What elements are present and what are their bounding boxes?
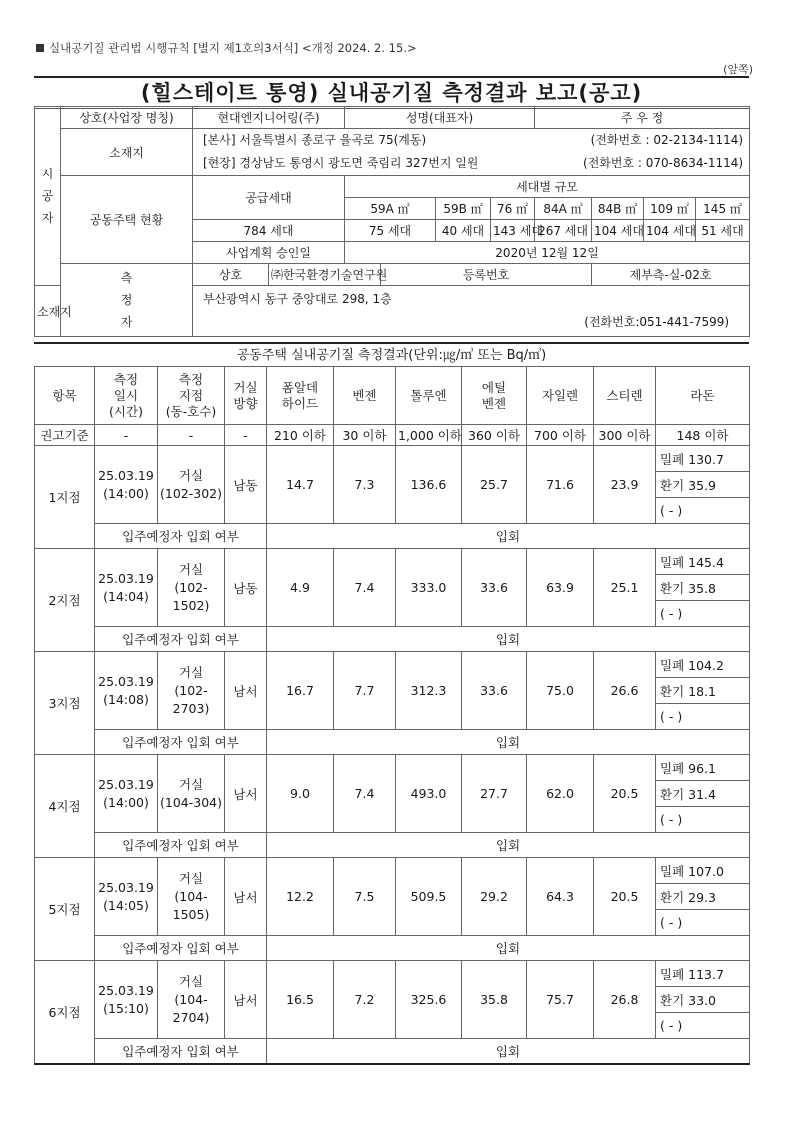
header-toluene: 톨루엔	[396, 367, 462, 425]
point-formaldehyde: 16.7	[267, 652, 334, 730]
header-location: 측정 지점 (동-호수)	[158, 367, 225, 425]
point-room: 거실	[178, 973, 204, 989]
point-label: 6지점	[35, 961, 95, 1065]
std-label: 권고기준	[35, 425, 95, 446]
occupancy-value: 입회	[267, 730, 750, 755]
point-date: 25.03.19	[98, 776, 154, 792]
point-benzene: 7.5	[334, 858, 396, 936]
point-room: 거실	[178, 776, 204, 792]
builder-address-label: 소재지	[61, 129, 193, 176]
std-location: -	[158, 425, 225, 446]
point-date: 25.03.19	[98, 467, 154, 483]
builder-name: 현대엔지니어링(주)	[193, 107, 345, 129]
page-side-label: (앞쪽)	[723, 63, 753, 76]
point-time: (14:00)	[103, 794, 149, 810]
scale-label: 세대별 규모	[345, 176, 750, 198]
point-xylene: 62.0	[527, 755, 594, 833]
point-location	[158, 652, 225, 730]
units-59a: 75 세대	[345, 220, 436, 242]
occupancy-row	[35, 627, 750, 652]
occupancy-value: 입회	[267, 936, 750, 961]
housing-label: 공동주택 현황	[61, 176, 193, 264]
header-direction: 거실 방향	[225, 367, 267, 425]
measurer-reg-label: 등록번호	[381, 264, 592, 286]
point-benzene: 7.7	[334, 652, 396, 730]
point-direction: 남서	[225, 652, 267, 730]
point-location	[158, 549, 225, 627]
header-ethylbenzene: 에틸 벤젠	[462, 367, 527, 425]
units-76: 143 세대	[491, 220, 535, 242]
point-radon-closed: 밀폐 104.2	[656, 652, 750, 678]
point-date: 25.03.19	[98, 982, 154, 998]
point-label: 3지점	[35, 652, 95, 755]
type-145: 145 ㎡	[696, 198, 750, 220]
builder-name-label: 상호(사업장 명칭)	[61, 107, 193, 129]
occupancy-value: 입회	[267, 1039, 750, 1065]
info-table	[34, 106, 750, 337]
header-item: 항목	[35, 367, 95, 425]
measurer-name: ㈜한국환경기술연구원	[269, 264, 381, 286]
point-date: 25.03.19	[98, 879, 154, 895]
occupancy-value: 입회	[267, 833, 750, 858]
point-radon-closed: 밀폐 113.7	[656, 961, 750, 987]
point-radon-vent: 환기 31.4	[656, 781, 750, 807]
units-84a: 267 세대	[535, 220, 592, 242]
point-benzene: 7.4	[334, 549, 396, 627]
header-formaldehyde: 폼알데 하이드	[267, 367, 334, 425]
point-label: 4지점	[35, 755, 95, 858]
hq-address: [본사] 서울특별시 종로구 율곡로 75(계동)	[203, 133, 427, 147]
point-radon-vent: 환기 29.3	[656, 884, 750, 910]
point-xylene: 63.9	[527, 549, 594, 627]
header-benzene: 벤젠	[334, 367, 396, 425]
point-xylene: 64.3	[527, 858, 594, 936]
form-note: 실내공기질 관리법 시행규칙 [별지 제1호의3서식]	[49, 41, 299, 55]
revision-note: <개정 2024. 2. 15.>	[301, 41, 417, 55]
occupancy-row	[35, 524, 750, 549]
supply-label: 공급세대	[193, 176, 345, 220]
point-toluene: 325.6	[396, 961, 462, 1039]
point-date: 25.03.19	[98, 570, 154, 586]
point-radon-closed: 밀폐 96.1	[656, 755, 750, 781]
std-radon: 148 이하	[656, 425, 750, 446]
occupancy-row	[35, 730, 750, 755]
point-label: 5지점	[35, 858, 95, 961]
point-row	[35, 755, 750, 781]
point-datetime	[95, 549, 158, 627]
point-location	[158, 446, 225, 524]
point-toluene: 333.0	[396, 549, 462, 627]
point-unit: (102-2703)	[172, 682, 210, 716]
occupancy-label: 입주예정자 입회 여부	[95, 627, 267, 652]
point-radon-extra: ( - )	[656, 1013, 750, 1039]
occupancy-label: 입주예정자 입회 여부	[95, 730, 267, 755]
point-ethylbenzene: 25.7	[462, 446, 527, 524]
occupancy-label: 입주예정자 입회 여부	[95, 936, 267, 961]
point-radon-closed: 밀폐 130.7	[656, 446, 750, 472]
measurer-phone: (전화번호:051-441-7599)	[584, 315, 730, 329]
measurer-reg: 제부측-실-02호	[592, 264, 750, 286]
point-time: (14:04)	[103, 588, 149, 604]
total-units: 784 세대	[193, 220, 345, 242]
title-bar	[34, 76, 749, 109]
std-formaldehyde: 210 이하	[267, 425, 334, 446]
point-direction: 남동	[225, 446, 267, 524]
occupancy-value: 입회	[267, 627, 750, 652]
page-title: (힐스테이트 통영) 실내공기질 측정결과 보고(공고)	[140, 81, 643, 105]
point-location	[158, 961, 225, 1039]
point-radon-extra: ( - )	[656, 498, 750, 524]
point-direction: 남동	[225, 549, 267, 627]
builder-side-label: 시 공 자	[35, 107, 61, 286]
results-section-title: 공동주택 실내공기질 측정결과(단위:㎍/㎥ 또는 Bq/㎥)	[34, 342, 749, 368]
point-styrene: 20.5	[594, 755, 656, 833]
point-unit: (102-1502)	[172, 579, 210, 613]
point-room: 거실	[178, 664, 204, 680]
point-room: 거실	[178, 467, 204, 483]
point-xylene: 71.6	[527, 446, 594, 524]
std-ethylbenzene: 360 이하	[462, 425, 527, 446]
builder-address	[193, 129, 750, 176]
point-ethylbenzene: 27.7	[462, 755, 527, 833]
std-xylene: 700 이하	[527, 425, 594, 446]
form-reference	[36, 40, 417, 56]
approval-label: 사업계획 승인일	[193, 242, 345, 264]
point-row	[35, 652, 750, 678]
standard-row	[35, 425, 750, 446]
point-benzene: 7.4	[334, 755, 396, 833]
std-benzene: 30 이하	[334, 425, 396, 446]
occupancy-value: 입회	[267, 524, 750, 549]
occupancy-label: 입주예정자 입회 여부	[95, 524, 267, 549]
point-styrene: 25.1	[594, 549, 656, 627]
type-59b: 59B ㎡	[436, 198, 491, 220]
point-row	[35, 549, 750, 575]
occupancy-row	[35, 833, 750, 858]
point-styrene: 26.6	[594, 652, 656, 730]
results-table	[34, 366, 750, 1065]
point-room: 거실	[178, 870, 204, 886]
point-unit: (104-2704)	[172, 991, 210, 1025]
header-styrene: 스티렌	[594, 367, 656, 425]
point-row	[35, 446, 750, 472]
point-datetime	[95, 652, 158, 730]
point-benzene: 7.3	[334, 446, 396, 524]
point-datetime	[95, 755, 158, 833]
point-toluene: 493.0	[396, 755, 462, 833]
point-ethylbenzene: 33.6	[462, 549, 527, 627]
point-toluene: 509.5	[396, 858, 462, 936]
type-59a: 59A ㎡	[345, 198, 436, 220]
point-formaldehyde: 16.5	[267, 961, 334, 1039]
point-formaldehyde: 9.0	[267, 755, 334, 833]
header-radon: 라돈	[656, 367, 750, 425]
site-address: [현장] 경상남도 통영시 광도면 죽림리 327번지 일원	[203, 156, 479, 170]
point-ethylbenzene: 29.2	[462, 858, 527, 936]
point-datetime	[95, 446, 158, 524]
measurer-address-cell	[193, 286, 750, 337]
point-label: 2지점	[35, 549, 95, 652]
occupancy-row	[35, 1039, 750, 1065]
type-109: 109 ㎡	[644, 198, 696, 220]
point-datetime	[95, 858, 158, 936]
point-date: 25.03.19	[98, 673, 154, 689]
type-76: 76 ㎡	[491, 198, 535, 220]
point-formaldehyde: 12.2	[267, 858, 334, 936]
header-xylene: 자일렌	[527, 367, 594, 425]
builder-rep: 주 우 정	[535, 107, 750, 129]
units-145: 51 세대	[696, 220, 750, 242]
approval-date: 2020년 12월 12일	[345, 242, 750, 264]
std-styrene: 300 이하	[594, 425, 656, 446]
point-time: (14:05)	[103, 897, 149, 913]
type-84a: 84A ㎡	[535, 198, 592, 220]
point-row	[35, 961, 750, 987]
std-datetime: -	[95, 425, 158, 446]
units-84b: 104 세대	[592, 220, 644, 242]
header-datetime: 측정 일시 (시간)	[95, 367, 158, 425]
point-radon-extra: ( - )	[656, 601, 750, 627]
point-formaldehyde: 4.9	[267, 549, 334, 627]
point-direction: 남서	[225, 755, 267, 833]
results-header-row	[35, 367, 750, 425]
point-xylene: 75.0	[527, 652, 594, 730]
point-label: 1지점	[35, 446, 95, 549]
point-direction: 남서	[225, 961, 267, 1039]
point-radon-closed: 밀폐 145.4	[656, 549, 750, 575]
point-time: (14:08)	[103, 691, 149, 707]
measurer-address-label: 소재지	[35, 286, 61, 337]
point-formaldehyde: 14.7	[267, 446, 334, 524]
site-phone: (전화번호 : 070-8634-1114)	[583, 156, 744, 170]
measurer-name-label: 상호	[193, 264, 269, 286]
point-unit: (104-1505)	[172, 888, 210, 922]
type-84b: 84B ㎡	[592, 198, 644, 220]
point-room: 거실	[178, 561, 204, 577]
units-109: 104 세대	[644, 220, 696, 242]
point-row	[35, 858, 750, 884]
hq-phone: (전화번호 : 02-2134-1114)	[590, 133, 744, 147]
point-toluene: 136.6	[396, 446, 462, 524]
point-styrene: 20.5	[594, 858, 656, 936]
occupancy-label: 입주예정자 입회 여부	[95, 1039, 267, 1065]
point-unit: (102-302)	[160, 485, 222, 501]
point-ethylbenzene: 35.8	[462, 961, 527, 1039]
point-styrene: 23.9	[594, 446, 656, 524]
occupancy-label: 입주예정자 입회 여부	[95, 833, 267, 858]
point-radon-vent: 환기 18.1	[656, 678, 750, 704]
point-xylene: 75.7	[527, 961, 594, 1039]
point-toluene: 312.3	[396, 652, 462, 730]
point-time: (15:10)	[103, 1000, 149, 1016]
builder-rep-label: 성명(대표자)	[345, 107, 535, 129]
point-benzene: 7.2	[334, 961, 396, 1039]
measurer-address: 부산광역시 동구 중앙대로 298, 1층	[203, 292, 392, 306]
std-direction: -	[225, 425, 267, 446]
point-direction: 남서	[225, 858, 267, 936]
point-radon-vent: 환기 35.8	[656, 575, 750, 601]
square-bullet-icon	[36, 44, 44, 52]
point-unit: (104-304)	[160, 794, 222, 810]
point-radon-extra: ( - )	[656, 807, 750, 833]
point-time: (14:00)	[103, 485, 149, 501]
point-radon-closed: 밀폐 107.0	[656, 858, 750, 884]
point-location	[158, 858, 225, 936]
point-radon-vent: 환기 35.9	[656, 472, 750, 498]
occupancy-row	[35, 936, 750, 961]
point-radon-extra: ( - )	[656, 910, 750, 936]
measurer-side-label: 측 정 자	[61, 264, 193, 337]
std-toluene: 1,000 이하	[396, 425, 462, 446]
point-ethylbenzene: 33.6	[462, 652, 527, 730]
units-59b: 40 세대	[436, 220, 491, 242]
point-styrene: 26.8	[594, 961, 656, 1039]
point-datetime	[95, 961, 158, 1039]
point-radon-extra: ( - )	[656, 704, 750, 730]
point-radon-vent: 환기 33.0	[656, 987, 750, 1013]
point-location	[158, 755, 225, 833]
